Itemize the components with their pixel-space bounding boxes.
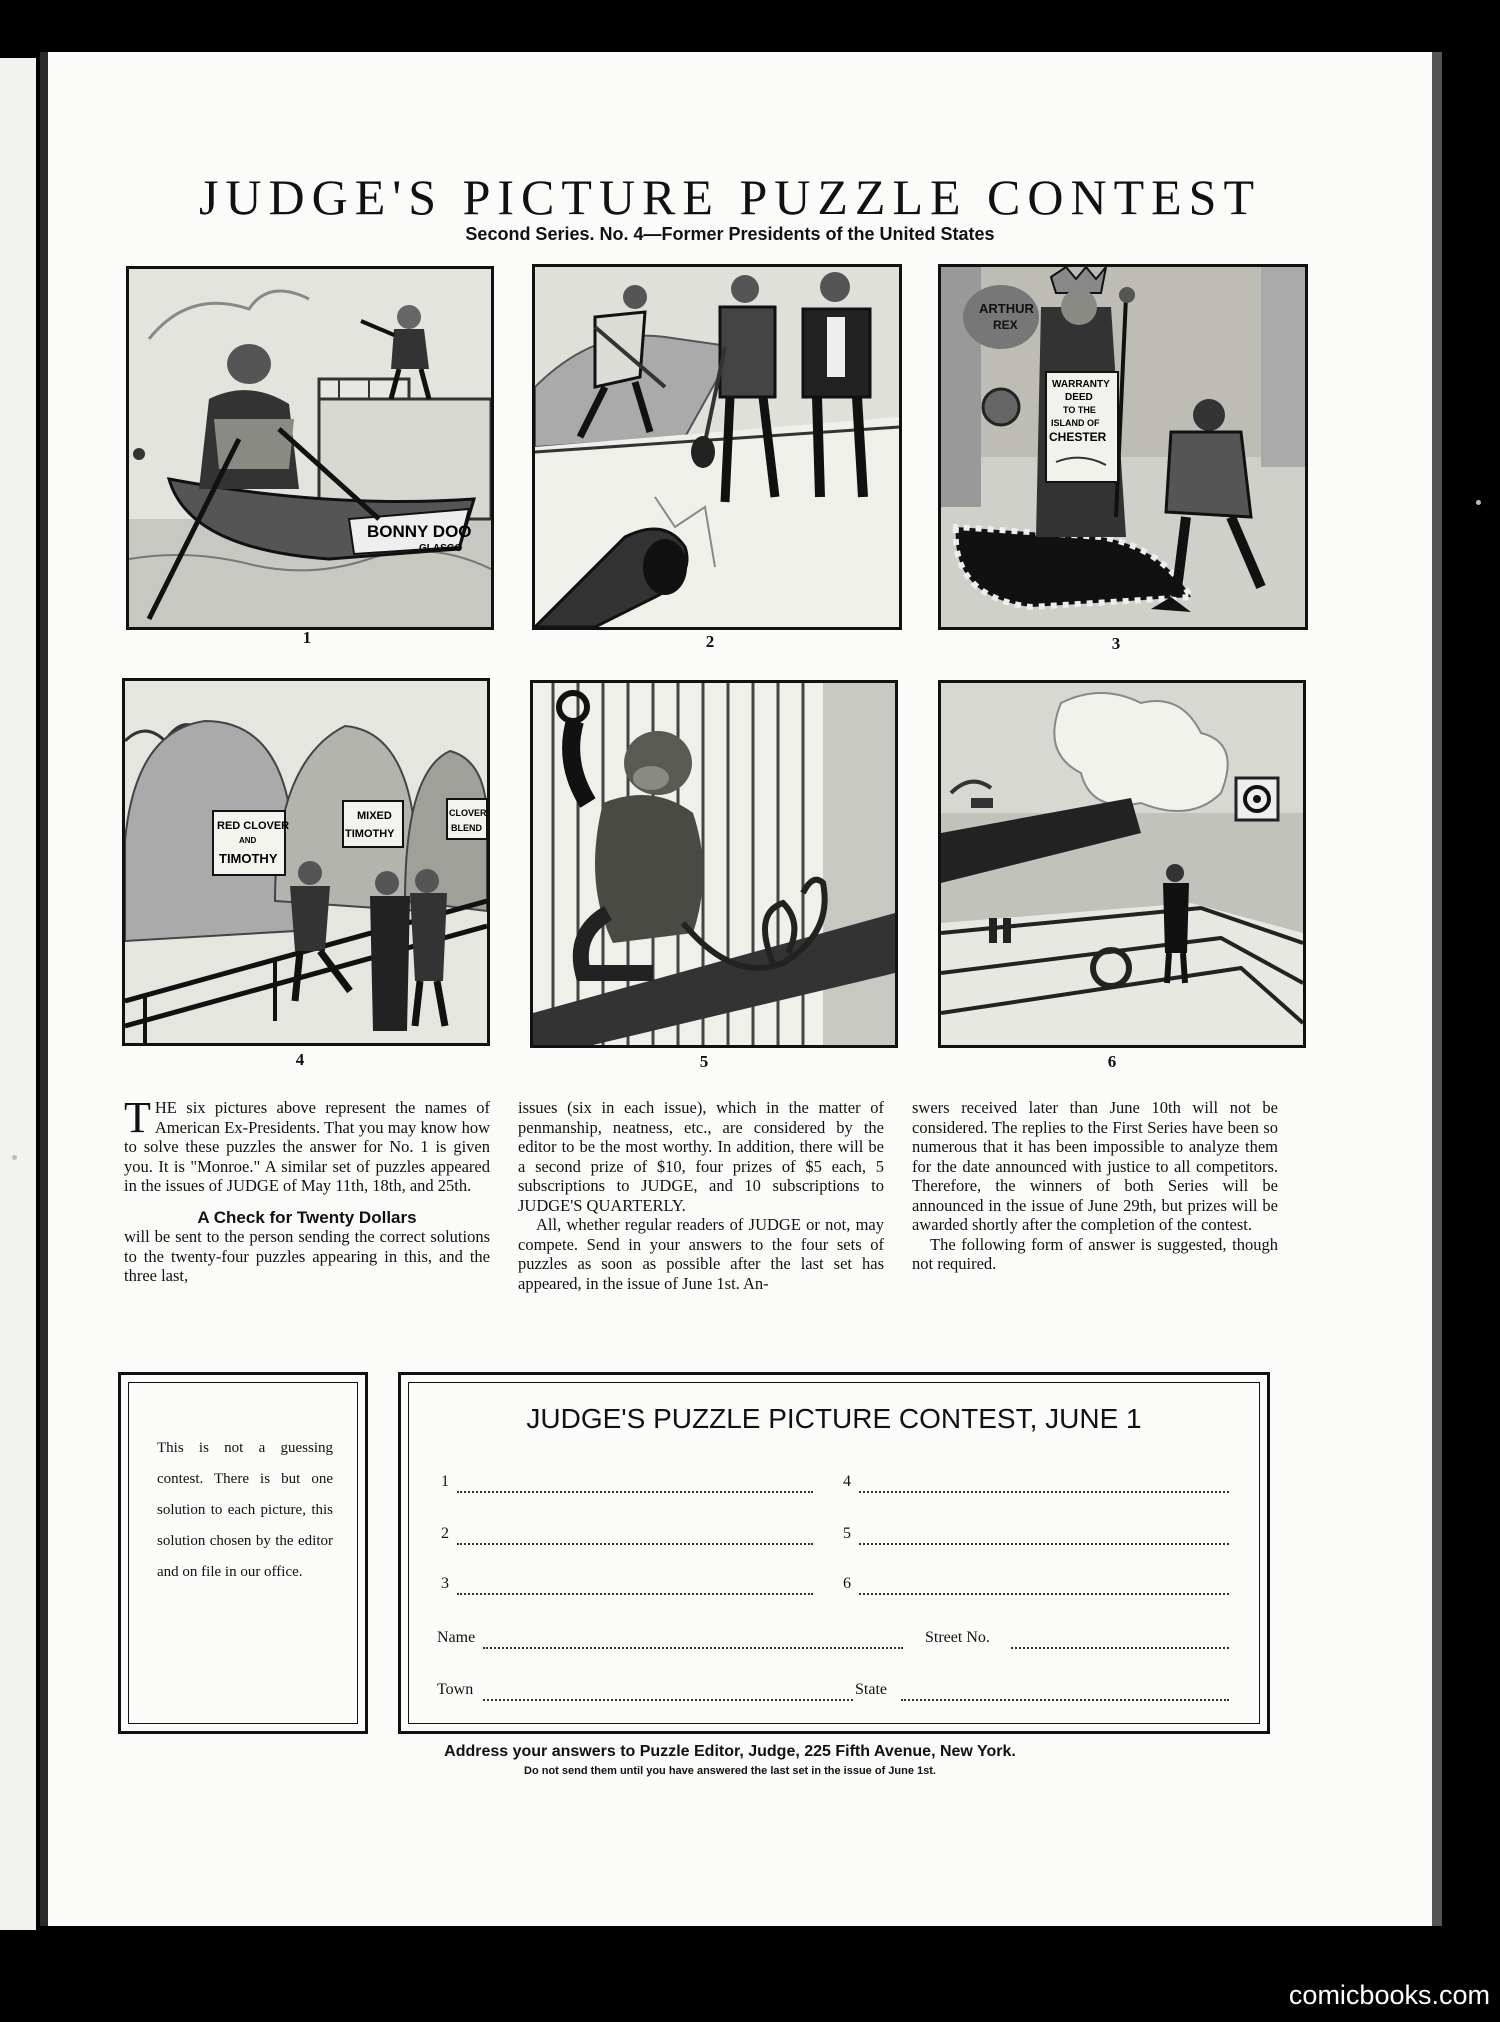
notice-box: [118, 1372, 368, 1734]
answer-form: [398, 1372, 1270, 1734]
deed-line-1: WARRANTY: [1052, 379, 1110, 390]
body-column-3: [912, 1098, 1278, 1274]
deed-line-4: ISLAND OF: [1051, 418, 1100, 428]
mailing-address: Address your answers to Puzzle Editor, Judge, 225 Fifth Avenue, New York.: [444, 1743, 1016, 1760]
body-paragraph-1: HE six pictures above represent the names of American Ex-Presidents. That you may know how to solve these puzzles the answer for No. 1 is given you. It is "Monroe." A similar set of puzzles appeared in the issues of JUDGE of May 11th, 18th, and 25th.: [124, 1098, 490, 1195]
town-field[interactable]: [483, 1699, 853, 1701]
picture-number-3: 3: [1111, 634, 1121, 653]
answer-field-1[interactable]: [457, 1491, 813, 1493]
body-paragraph-4: All, whether regular readers of JUDGE or not, may compete. Send in your answers to the four sets of puzzles as soon as possible after the last set has appeared, in the issue of June 1st. An-: [518, 1215, 884, 1293]
street-field[interactable]: [1011, 1647, 1229, 1649]
street-label: Street No.: [925, 1629, 990, 1646]
puzzle-picture-6: [938, 680, 1306, 1048]
body-paragraph-2: will be sent to the person sending the correct solutions to the twenty-four puzzles appearing in this, and the three last,: [124, 1227, 490, 1285]
answer-field-2[interactable]: [457, 1543, 813, 1545]
answer-field-5[interactable]: [859, 1543, 1229, 1545]
page-right-edge: [1432, 52, 1442, 1926]
puzzle-picture-2: [532, 264, 902, 630]
boat-port-text: GLASGO: [419, 543, 463, 554]
deed-line-2: DEED: [1065, 392, 1093, 403]
answer-label-5: 5: [843, 1525, 851, 1542]
deed-line-5: CHESTER: [1049, 430, 1107, 444]
sign-clover: CLOVER: [449, 808, 487, 818]
page-spine: [40, 52, 48, 1926]
puzzle-picture-1: [126, 266, 494, 630]
site-watermark: comicbooks.com: [1288, 1980, 1490, 2010]
body-column-1: [124, 1093, 490, 1286]
state-label: State: [855, 1681, 887, 1698]
picture-number-4: 4: [295, 1050, 305, 1069]
body-paragraph-6: The following form of answer is suggested, though not required.: [912, 1234, 1278, 1273]
picture-number-6: 6: [1107, 1052, 1117, 1071]
deed-line-3: TO THE: [1063, 405, 1096, 415]
name-label: Name: [437, 1629, 476, 1646]
digging-illustration: [535, 267, 899, 627]
sign-mixed: MIXED: [357, 810, 392, 822]
answer-label-2: 2: [441, 1525, 449, 1542]
sign-red-clover: RED CLOVER: [217, 820, 290, 832]
drop-cap: T: [124, 1093, 151, 1142]
haystack-illustration: [125, 681, 487, 1043]
naval-gun-illustration: [941, 683, 1303, 1045]
body-paragraph-3: issues (six in each issue), which in the matter of penmanship, neatness, etc., are considered by the editor to be the most worthy. In addition, there will be a second prize of $10, four prizes of $5 each, 5 subscriptions to JUDGE, and 10 subscriptions to JUDGE'S QUARTERLY.: [518, 1098, 884, 1215]
scan-dust: [1476, 500, 1481, 505]
prize-heading: A Check for Twenty Dollars: [197, 1207, 417, 1227]
puzzle-picture-4: [122, 678, 490, 1046]
puzzle-picture-5: [530, 680, 898, 1048]
answer-field-6[interactable]: [859, 1593, 1229, 1595]
page-subtitle: Second Series. No. 4—Former Presidents of the United States: [465, 224, 995, 244]
state-field[interactable]: [901, 1699, 1229, 1701]
picture-number-5: 5: [699, 1052, 709, 1071]
sign-and: AND: [239, 836, 257, 845]
boat-illustration: [129, 269, 491, 627]
king-illustration: [941, 267, 1305, 627]
sign-timothy: TIMOTHY: [219, 851, 278, 866]
answer-form-title: JUDGE'S PUZZLE PICTURE CONTEST, JUNE 1: [526, 1403, 1142, 1434]
scan-dust: [12, 1155, 17, 1160]
sign-blend: BLEND: [451, 823, 482, 833]
monkey-illustration: [533, 683, 895, 1045]
body-column-2: [518, 1098, 884, 1293]
notice-text: This is not a guessing contest. There is but one solution to each picture, this solution chosen by the editor and on file in our office.: [157, 1440, 333, 1580]
answer-label-3: 3: [441, 1575, 449, 1592]
sign-timothy-2: TIMOTHY: [345, 828, 395, 840]
picture-number-2: 2: [705, 632, 715, 651]
boat-name-text: BONNY DOO: [367, 522, 472, 541]
answer-label-1: 1: [441, 1473, 449, 1490]
puzzle-picture-3: [938, 264, 1308, 630]
answer-label-6: 6: [843, 1575, 851, 1592]
banner-arthur-text: ARTHUR: [979, 301, 1034, 316]
facing-page-edge: [0, 58, 36, 1930]
town-label: Town: [437, 1681, 474, 1698]
banner-rex-text: REX: [993, 318, 1018, 332]
answer-label-4: 4: [843, 1473, 851, 1490]
body-paragraph-5: swers received later than June 10th will not be considered. The replies to the First Series have been so numerous that it has been impossible to analyze them for the date announced with justice to all competitors. Therefore, the winners of both Series will be announced in the issue of June 29th, but prizes will be awarded shortly after the completion of the contest.: [912, 1098, 1278, 1234]
answer-field-4[interactable]: [859, 1491, 1229, 1493]
answer-field-3[interactable]: [457, 1593, 813, 1595]
page-title: JUDGE'S PICTURE PUZZLE CONTEST: [198, 169, 1262, 225]
name-field[interactable]: [483, 1647, 903, 1649]
mailing-note: Do not send them until you have answered the last set in the issue of June 1st.: [524, 1765, 936, 1777]
picture-number-1: 1: [302, 628, 312, 647]
